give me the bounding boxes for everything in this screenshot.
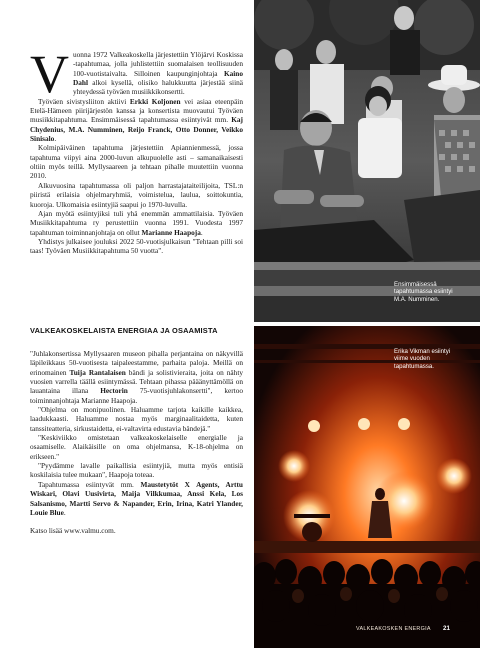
magazine-name: VALKEAKOSKEN ENERGIA bbox=[356, 626, 431, 632]
quote-paragraph-1: "Juhlakonsertissa Myllysaaren museon pihalla perjantaina on näkyvillä läpileikkaus 50-vuotisesta taipaleestamme, parhaita paloja. Meillä on erinomainen Tuija Rantalaisen bändi ja solistivieraita, joita on nähty vuosien varrella täällä esiintymässä. Tehtaan pihassa pääänyttämöllä on lauantaina illana Hectorin 75-vuotisjuhlakonsertti", kertoo toiminnanjohtaja Marianne Haapoja. bbox=[30, 349, 243, 405]
drop-cap: V bbox=[30, 44, 69, 104]
paragraph-6: Yhdistys julkaisee jouluksi 2022 50-vuotisjulkaisun "Tehtaan pilli soi taas! Työväen Musiikkitapahtuma 50 vuotta". bbox=[30, 236, 243, 256]
article-body bbox=[30, 44, 243, 256]
quote-paragraph-3: "Keskiviikko omistetaan valkeakoskelaiselle energialle ja osaamiselle. Alaikäisille on oma ohjelmansa, K-18-ohjelma on erikseen." bbox=[30, 433, 243, 461]
paragraph-5: Ajan myötä esiintyjiksi tuli yhä enemmän ammattilaisia. Työväen Musiikkitapahtuma ry perustettiin vuonna 1991. Vuodesta 1997 tapahtuman toiminnanjohtaja on ollut Marianne Haapoja. bbox=[30, 208, 243, 237]
section-body bbox=[30, 349, 243, 536]
section-heading: VALKEAKOSKELAISTA ENERGIAA JA OSAAMISTA bbox=[30, 326, 218, 335]
intro-paragraph: uonna 1972 Valkeakoskella järjestettiin Ylöjärvi Koskissa -tapahtumaa, jolla juhlistettiin suomalaisen teollisuuden 100-vuotistaivalta. Silloinen kaupunginjohtaja Kaino Dahl alkoi kysellä, olisiko halukkuutta järjestää siinä yhteydessä työväen musiikkikonsertti. bbox=[73, 50, 243, 97]
more-info-link[interactable]: Katso lisää www.valmu.com. bbox=[30, 526, 116, 536]
historical-photo bbox=[254, 0, 480, 322]
paragraph-4: Alkuvuosina tapahtumassa oli paljon harrastajataiteilijoita, TSL:n piiristä erilaisia ohjelmaryhmiä, voimistelua, laulua, soittokuntia, kuoroja. Ulkomaisia esiintyjiä saapui jo 1970-luvulla. bbox=[30, 180, 243, 209]
paragraph-3: Kolmipäiväinen tapahtuma järjestettiin Apiannienmessä, jossa tapahtuma viipyi aina 2000-luvun alkupuolelle asti – samanaikaisesti oltiin myös teillä. Myllysaareen ja tehtaan pihalle muutettiin vuonna 2010. bbox=[30, 143, 243, 181]
quote-paragraph-4: "Pyydämme lavalle paikallisia esiintyjiä, mutta myös entisiä koskilaisia tulee mukaan", Haapoja toteaa. bbox=[30, 461, 243, 480]
quote-paragraph-2: "Ohjelma on monipuolinen. Haluamme tarjota kaikille kaikkea, laadukkaasti. Haluamme nostaa myös marginaalitaidetta, kuten tanssiteatteria, sirkustaidetta, ei-valtavirta edustavia bändejä." bbox=[30, 405, 243, 433]
photo-caption-bottom: Erika Vikman esiintyi viime vuoden tapahtumassa. bbox=[394, 348, 451, 370]
paragraph-2: Työväen sivistysliiton aktiivi Erkki Koljonen vei asiaa eteenpäin Etelä-Hämeen piirijärjestön kanssa ja konsertista muovautui Työväen musiikkitapahtuma. Ensimmäisessä tapahtumassa esiintyivät mm. Kaj Chydenius, M.A. Numminen, Reijo Franck, Otto Donner, Veikko Sinisalo. bbox=[30, 96, 243, 144]
concert-photo bbox=[254, 326, 480, 648]
photo-caption-top: Ensimmäisessä tapahtumassa esiintyi M.A. Numminen. bbox=[394, 281, 453, 303]
performers-paragraph: Tapahtumassa esiintyvät mm. Maustetytöt X Agents, Arttu Wiskari, Olavi Uusivirta, Maija Vilkkumaa, Anssi Kela, Los Salsanismo, Martti Servo & Napander, Erin, Irina, Katri Ylander, Louie Blue. bbox=[30, 479, 243, 517]
page-number: 21 bbox=[443, 625, 450, 632]
